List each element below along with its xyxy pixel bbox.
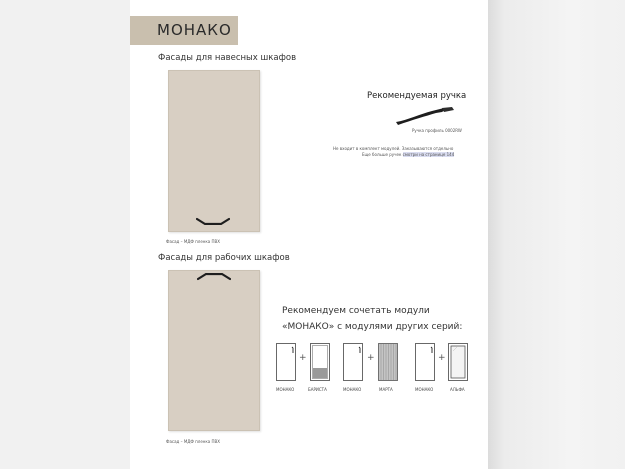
handle-note-more-text: Еще больше ручек [362,152,403,157]
module-barista-icon [310,343,330,381]
module-monaco-icon [276,343,296,381]
module-label: МОНАКО [343,387,362,392]
module-monaco-icon [343,343,363,381]
wall-facade-panel [168,70,260,232]
module-label: МАРТА [379,387,393,392]
handle-icon [197,273,231,281]
section-wall-facades-title: Фасады для навесных шкафов [158,53,297,63]
handle-profile-image [392,106,472,126]
recommended-handle-title: Рекомендуемая ручка [367,91,467,101]
combine-recommendation [282,303,462,335]
page-title: МОНАКО [157,21,232,39]
handle-note-more [362,152,454,157]
combine-line-2: «МОНАКО» с модулями других серий: [282,322,463,332]
base-facade-panel [168,270,260,431]
module-label: МОНАКО [415,387,434,392]
handle-note: Не входит в комплект модулей. Заказываются отдельно [333,146,454,151]
plus-sign: + [299,353,307,363]
page-reference-link[interactable]: смотри на странице 144 [402,152,455,157]
section-base-facades-title: Фасады для рабочих шкафов [158,253,290,263]
title-banner [130,16,238,45]
page-edge-shadow [488,0,625,469]
plus-sign: + [367,353,375,363]
handle-model-name: Ручка профиль 0002RW [412,128,462,133]
plus-sign: + [438,353,446,363]
module-monaco-icon [415,343,435,381]
module-alfa-icon [448,343,468,381]
base-facade-caption: Фасад – МДФ пленка ПВХ [166,439,221,444]
module-label: МОНАКО [276,387,295,392]
module-label: АЛЬФА [450,387,465,392]
wall-facade-caption: Фасад – МДФ пленка ПВХ [166,239,221,244]
combine-line-1: Рекомендуем сочетать модули [282,306,430,316]
module-label: БАРИСТА [308,387,327,392]
catalog-page [130,0,488,469]
handle-icon [196,217,230,225]
module-marta-icon [378,343,398,381]
